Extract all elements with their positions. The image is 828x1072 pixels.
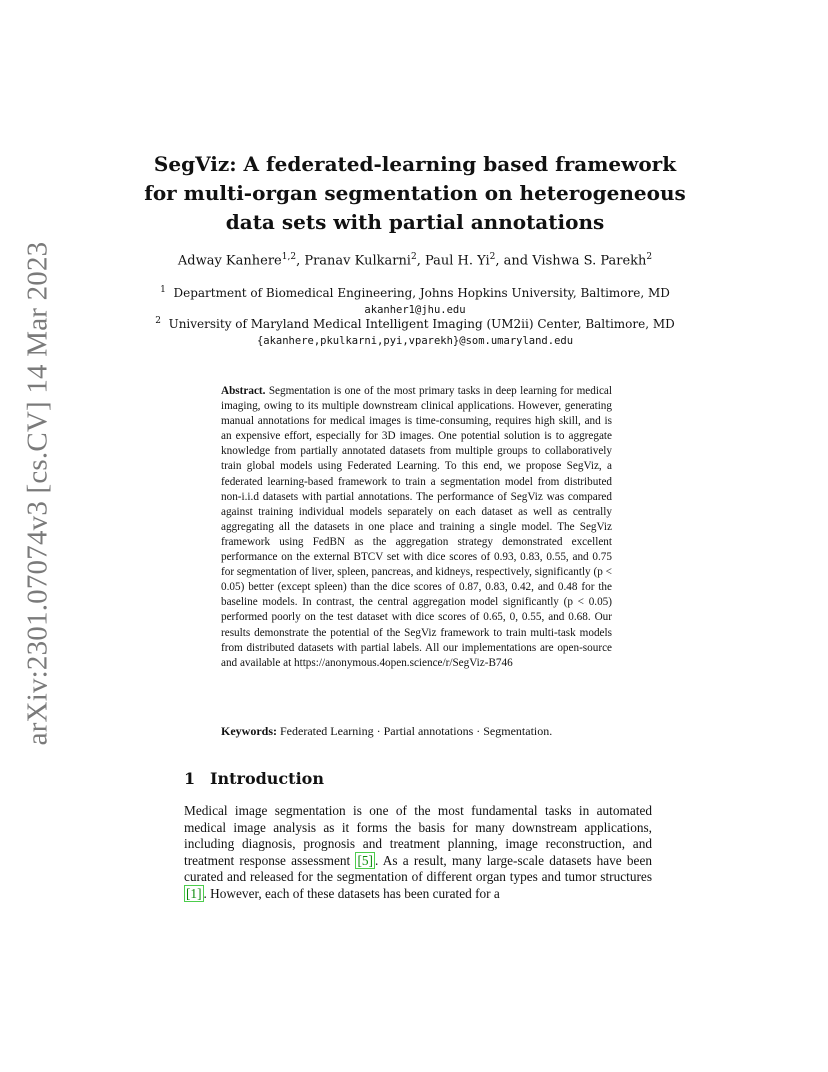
title-line: for multi-organ segmentation on heterogeneous [144,181,686,205]
author-list [140,252,690,268]
author-affiliation-mark: 2 [410,252,417,262]
affiliation-text: Department of Biomedical Engineering, Johns Hopkins University, Baltimore, MD [173,286,670,300]
citation-link[interactable]: [5] [357,852,373,868]
intro-text: Medical image segmentation is one of the most fundamental tasks in automated medical image analysis as it forms the basis for many downstream applications, including diagnosis, prognosis and treatment planning, image reconstruction, and treatment response assessment [184,803,652,868]
author-affiliation-mark: 1,2 [281,252,297,262]
arxiv-identifier: arXiv:2301.07074v3 [cs.CV] 14 Mar 2023 [21,241,54,745]
author-name: Vishwa S. Parekh [532,253,647,269]
section-number: 1 [184,769,196,788]
section-title: Introduction [210,769,324,788]
section-heading [184,769,324,788]
affiliation-email[interactable]: akanher1@jhu.edu [364,304,466,316]
keywords [221,724,612,739]
title-line: data sets with partial annotations [225,210,605,234]
abstract-body: Segmentation is one of the most primary tasks in deep learning for medical imaging, owing to its multiple downstream clinical applications. However, generating manual annotations for medical images is time-consuming, requires high skill, and is an expensive effort, especially for 3D images. One potential solution is to aggregate knowledge from partially annotated datasets from multiple groups to collaboratively train global models using Federated Learning. To this end, we propose SegViz, a federated learning-based framework to train a segmentation model from distributed non-i.i.d datasets with partial annotations. The performance of SegViz was compared against training individual models separately on each dataset as well as centrally aggregating all the datasets in one place and training a single model. The SegViz framework using FedBN as the aggregation strategy demonstrated excellent performance on the external BTCV set with dice scores of 0.93, 0.83, 0.55, and 0.75 for segmentation of liver, spleen, pancreas, and kidneys, respectively, significantly (p < 0.05) better (except spleen) than the dice scores of 0.87, 0.83, 0.42, and 0.48 for the baseline models. In contrast, the central aggregation model significantly (p < 0.05) performed poorly on the test dataset with dice scores of 0.65, 0, 0.55, and 0.68. Our results demonstrate the potential of the SegViz framework to train multi-task models from distributed datasets with partial labels. All our implementations are open-source and available at https://anonymous.4open.science/r/SegViz-B746 [221,385,612,669]
paper-title [140,150,690,237]
abstract-label: Abstract. [221,385,266,397]
affiliation-text: University of Maryland Medical Intelligent Imaging (UM2ii) Center, Baltimore, MD [168,317,675,331]
affiliation-2 [140,313,690,350]
abstract [221,384,612,671]
author-separator: , [416,253,425,269]
citation-link[interactable]: [1] [186,885,202,901]
affiliation-number: 2 [155,316,161,326]
author-name: Paul H. Yi [424,253,490,269]
title-line: SegViz: A federated-learning based framework [153,152,677,176]
author-affiliation-mark: 2 [489,252,496,262]
author-affiliation-mark: 2 [646,252,653,262]
affiliation-line [140,282,690,302]
author-name: Pranav Kulkarni [304,253,411,269]
intro-text: . However, each of these datasets has been curated for a [203,885,500,901]
affiliation-email[interactable]: {akanhere,pkulkarni,pyi,vparekh}@som.umaryland.edu [256,335,574,347]
author-separator: , [296,253,305,269]
keywords-text: Federated Learning · Partial annotations · Segmentation. [280,724,553,738]
author-separator: , and [495,253,533,269]
intro-paragraph [184,803,652,902]
keywords-label: Keywords: [221,724,277,738]
author-name: Adway Kanhere [177,253,282,269]
arxiv-side-label [18,241,58,745]
intro-text: . As a result, many large-scale datasets have been curated and released for the segmentation of different organ types and tumor structures [184,852,652,884]
affiliation-line [140,313,690,333]
affiliation-number: 1 [160,285,166,295]
